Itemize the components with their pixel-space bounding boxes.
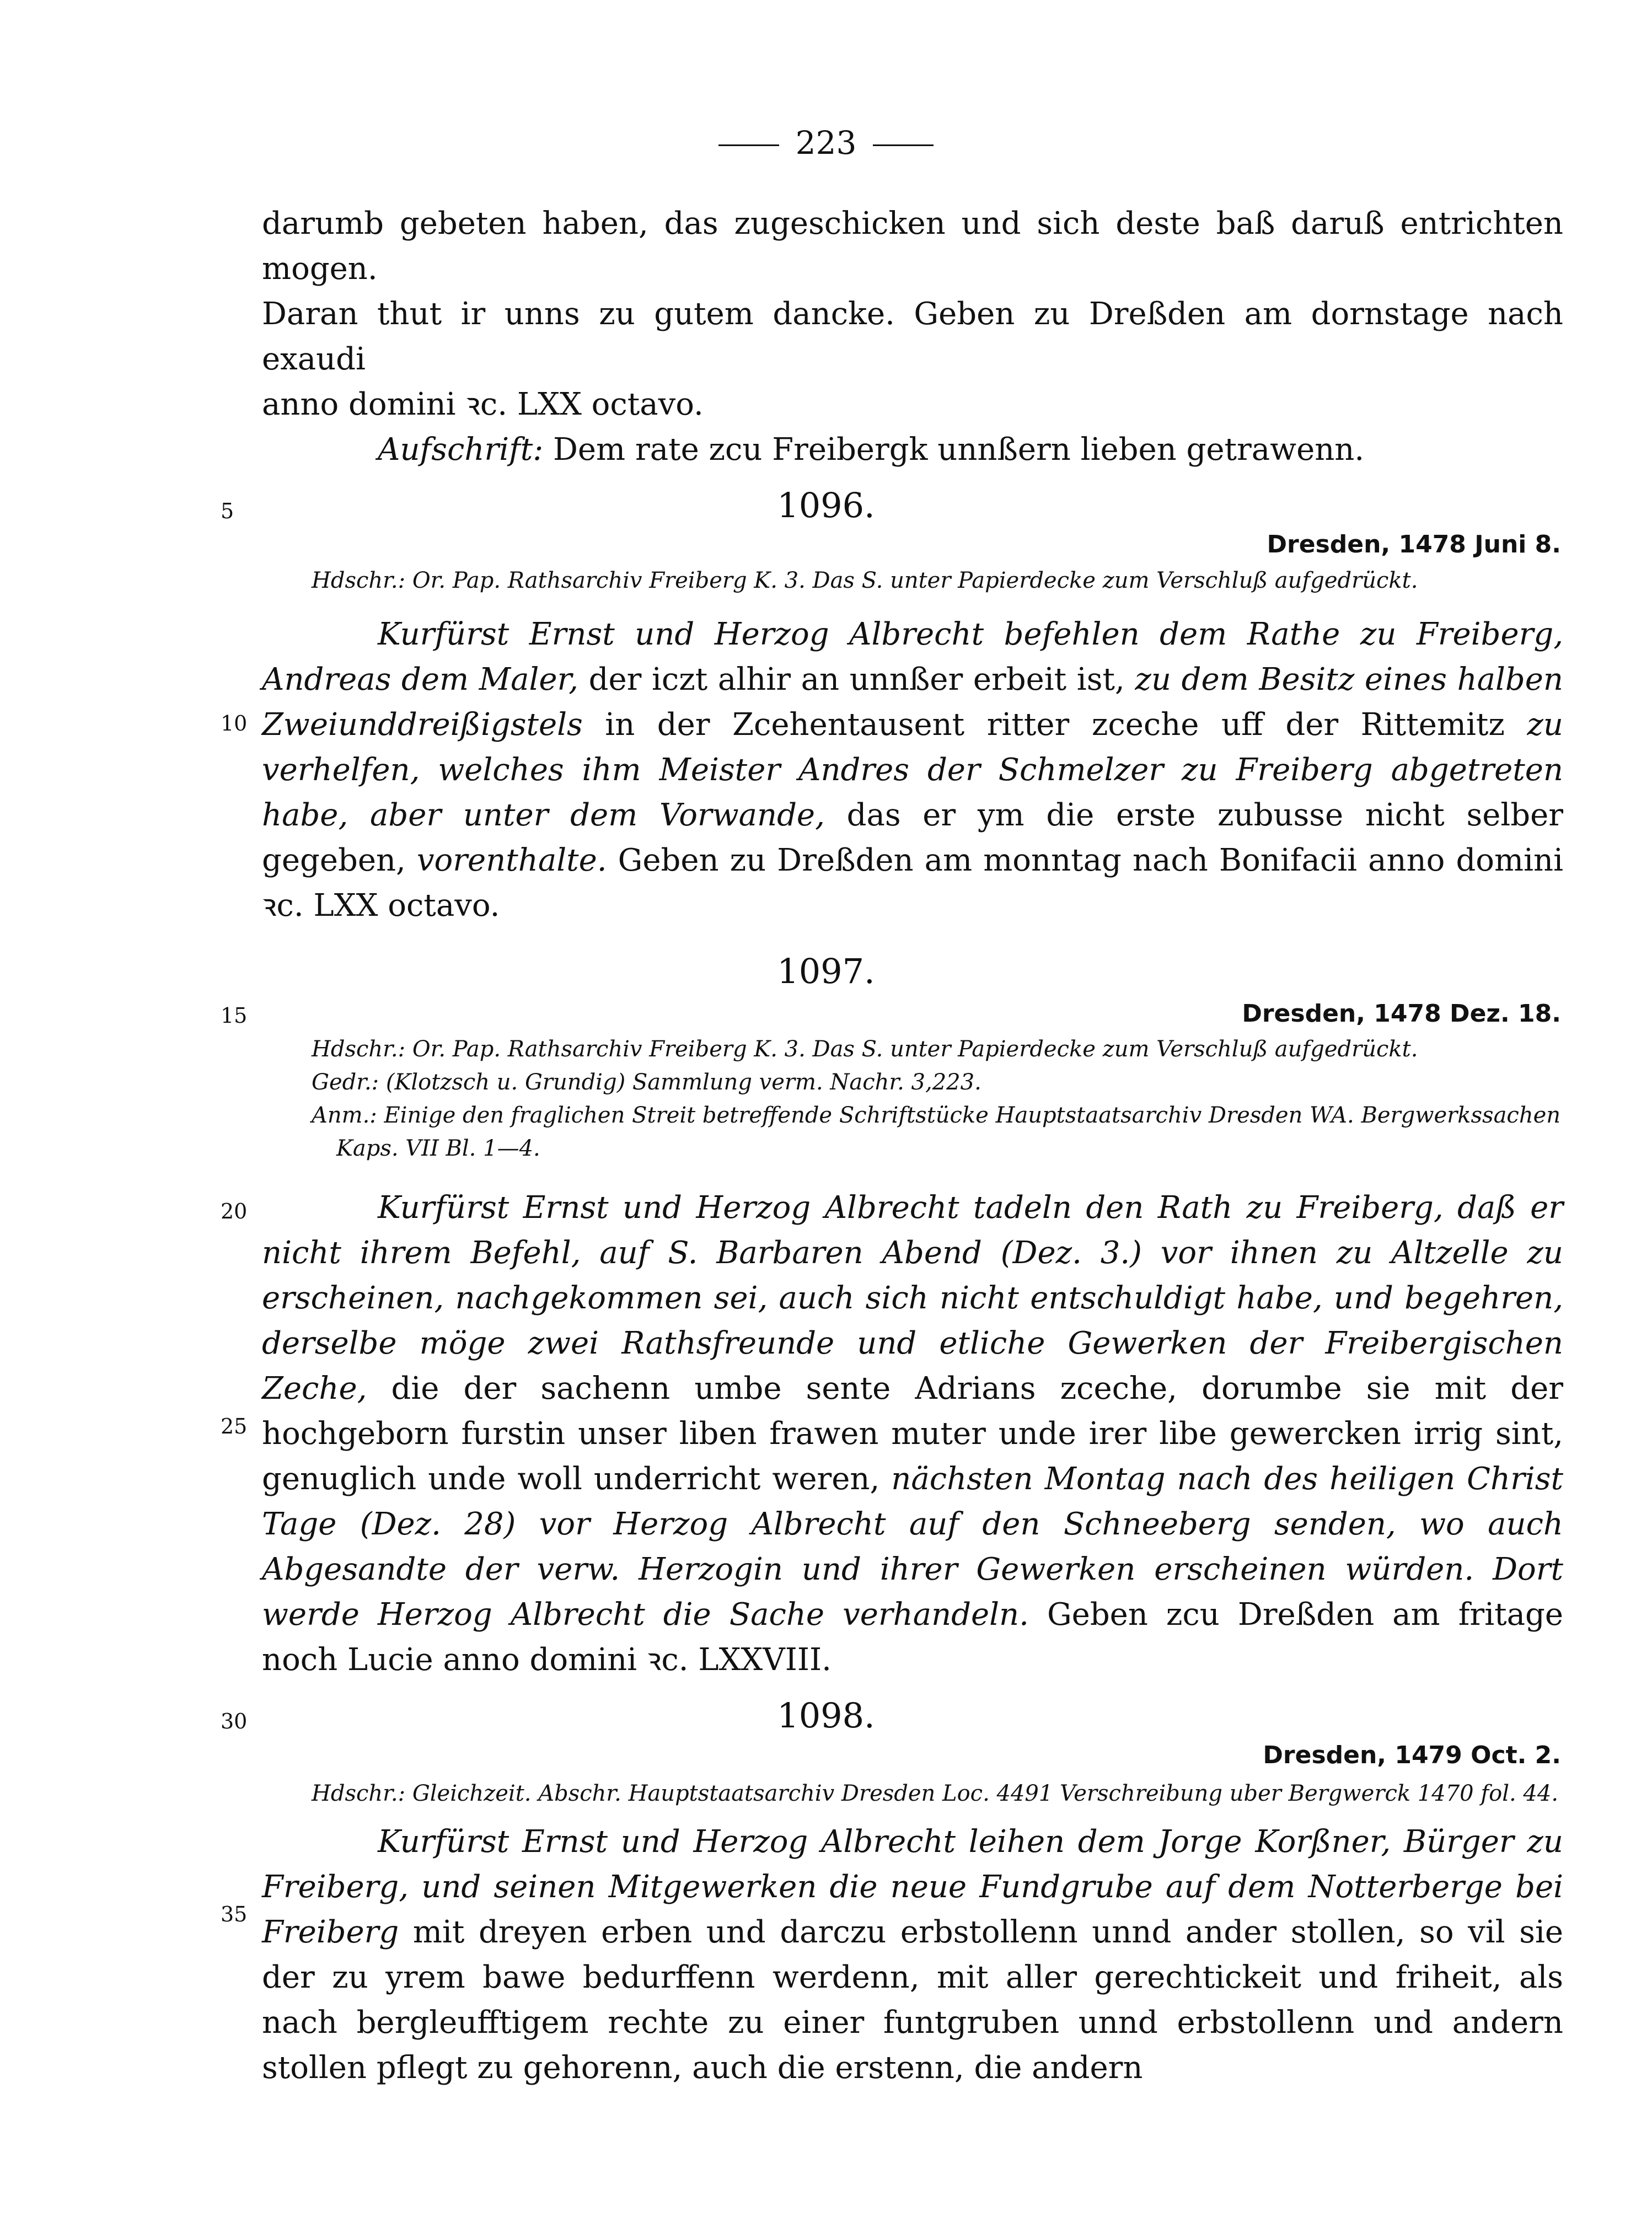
line-number: 35 — [221, 1902, 248, 1926]
aufschrift-text: Dem rate zcu Freibergk unnßern lieben getrawenn. — [553, 432, 1365, 468]
source-note: Hdschr.: Or. Pap. Rathsarchiv Freiberg K. 3. Das S. unter Papierdecke zum Verschluß aufgedrückt. — [312, 568, 1418, 593]
document-number: 1096. — [777, 485, 875, 525]
source-note: Kaps. VII Bl. 1—4. — [336, 1136, 540, 1161]
page-number: 223 — [795, 124, 857, 162]
source-note: Hdschr.: Gleichzeit. Abschr. Hauptstaatsarchiv Dresden Loc. 4491 Verschreibung uber Bergwerck 1470 fol. 44. — [312, 1781, 1559, 1806]
body-span: Kurfürst Ernst und Herzog Albrecht befehlen dem Rathe zu Freiberg, Andreas dem Maler, — [262, 616, 1563, 697]
body-span: das er ym die erste zubusse nicht selber gegeben, — [262, 797, 1564, 878]
body-span: mit dreyen erben und darczu erbstollenn unnd ander stollen, so vil sie der zu yrem bawe bedurffenn werdenn, mit aller gerechtickeit und friheit, als nach bergleufftigem rechte zu einer funtgruben unnd erbstollenn und andern stollen pflegt zu gehorenn, auch die erstenn, die andern — [262, 1914, 1563, 2086]
document-body — [262, 1185, 1563, 1683]
page-header — [0, 124, 1652, 162]
source-note: Gedr.: (Klotzsch u. Grundig) Sammlung verm. Nachr. 3,223. — [312, 1070, 981, 1095]
header-rule-right — [873, 144, 934, 146]
document-dateline: Dresden, 1479 Oct. 2. — [1263, 1741, 1561, 1769]
body-paragraph — [262, 1185, 1563, 1683]
body-paragraph — [262, 1819, 1563, 2091]
body-span: zu verhelfen, welches ihm Meister Andres der Schmelzer zu Freiberg abgetreten habe, aber unter dem Vorwande, — [262, 707, 1563, 833]
aufschrift — [262, 427, 1563, 473]
body-span: Kurfürst Ernst und Herzog Albrecht tadeln den Rath zu Freiberg, daß er nicht ihrem Befehl, auf S. Barbaren Abend (Dez. 3.) vor ihnen zu Altzelle zu erscheinen, nachgekommen sei, auch sich nicht entschuldigt habe, und begehren, derselbe möge zwei Rathsfreunde und etliche Gewerken der Freibergischen Zeche, — [262, 1190, 1563, 1406]
body-span: die der sachenn umbe sente Adrians zceche, dorumbe sie mit der hochgeborn furstin unser liben frawen muter unde irer libe gewercken irrig sint, genuglich unde woll underricht weren, — [262, 1371, 1563, 1497]
body-span: in der Zcehentausent ritter zceche uff der Rittemitz — [582, 707, 1527, 743]
body-span: nächsten Montag nach des heiligen Christ Tage (Dez. 28) vor Herzog Albrecht auf den Schneeberg senden, wo auch Abgesandte der verw. Herzogin und ihrer Gewerken erscheinen würden. Dort werde Herzog Albrecht die Sache verhandeln. — [262, 1461, 1563, 1633]
body-span: Geben zu Dreßden am monntag nach Bonifacii anno domini ꝛc. LXX octavo. — [262, 842, 1563, 924]
header-rule-left — [718, 144, 779, 146]
opening-line: darumb gebeten haben, das zugeschicken und sich deste baß daruß entrichten mogen. — [262, 206, 1563, 287]
source-note: Hdschr.: Or. Pap. Rathsarchiv Freiberg K. 3. Das S. unter Papierdecke zum Verschluß aufgedrückt. — [312, 1037, 1418, 1062]
line-number: 5 — [221, 499, 234, 523]
body-span: Geben zcu Dreßden am fritage noch Lucie anno domini ꝛc. LXXVIII. — [262, 1597, 1563, 1678]
document-number: 1098. — [777, 1695, 875, 1736]
document-dateline: Dresden, 1478 Juni 8. — [1267, 530, 1561, 559]
document-dateline: Dresden, 1478 Dez. 18. — [1242, 1000, 1561, 1028]
body-span: vorenthalte. — [416, 842, 607, 878]
line-number: 25 — [221, 1414, 248, 1438]
line-number: 20 — [221, 1199, 248, 1223]
line-number: 10 — [221, 711, 248, 735]
document-body — [262, 612, 1563, 928]
line-number: 30 — [221, 1709, 248, 1733]
opening-paragraph — [262, 201, 1563, 473]
line-number: 15 — [221, 1003, 248, 1028]
body-paragraph — [262, 612, 1563, 928]
opening-line: anno domini ꝛc. LXX octavo. — [262, 386, 704, 422]
source-note: Anm.: Einige den fraglichen Streit betreffende Schriftstücke Hauptstaatsarchiv Dresden WA. Bergwerkssachen — [312, 1103, 1561, 1128]
body-span: Kurfürst Ernst und Herzog Albrecht leihen dem Jorge Korßner, Bürger zu Freiberg, und seinen Mitgewerken die neue Fundgrube auf dem Notterberge bei Freiberg — [262, 1824, 1563, 1950]
aufschrift-label: Aufschrift: — [378, 432, 544, 468]
body-span: der iczt alhir an unnßer erbeit ist, — [578, 662, 1135, 697]
document-number: 1097. — [777, 951, 875, 991]
body-span: zu dem Besitz eines halben Zweiunddreißigstels — [262, 662, 1563, 743]
opening-line: Daran thut ir unns zu gutem dancke. Geben zu Dreßden am dornstage nach exaudi — [262, 296, 1563, 377]
document-body — [262, 1819, 1563, 2091]
